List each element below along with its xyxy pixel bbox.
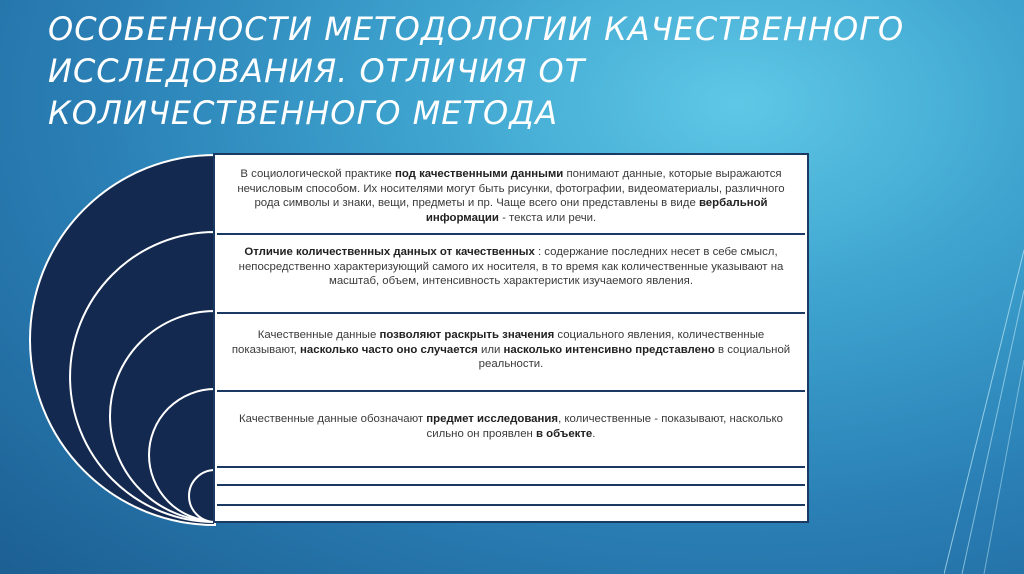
empty-row-6 [217,486,805,506]
bold-text: предмет исследования [426,413,559,425]
text-row-4 [217,392,805,468]
bold-text: насколько интенсивно представлено [503,343,715,356]
text-segment: . [592,427,596,440]
concentric-arcs-diagram [0,0,230,574]
decorative-lines [944,250,1024,574]
text-segment: понимают данные, которые выражаются нечисловым способом. Их носителями могут быть рисунки, фотографии, видеоматериалы, различного рода символы и знаки, вещи, предметы и пр. Чаще всего они представлены в виде [237,168,785,210]
text-segment: - текста или речи. [498,211,597,224]
row-2-text [231,245,791,289]
empty-row-5 [217,468,805,486]
bold-text: позволяют раскрыть значения [379,329,555,341]
bold-text: вербальной информации [425,197,768,224]
row-1-text [231,167,791,225]
bold-text: в объекте [536,427,593,440]
slide-title: ОСОБЕННОСТИ МЕТОДОЛОГИИ КАЧЕСТВЕННОГО ИССЛЕДОВАНИЯ. ОТЛИЧИЯ ОТ КОЛИЧЕСТВЕННОГО МЕТОДА [48,10,905,132]
text-segment: или [477,343,504,356]
text-segment: Качественные данные обозначают [239,413,427,425]
text-row-3 [217,314,805,392]
bold-text: Отличие количественных данных от качественных [244,246,535,258]
bold-text: под качественными данными [394,168,564,180]
row-3-text [231,328,791,372]
empty-row-7 [217,506,805,521]
bold-text: насколько часто оно случается [300,343,478,356]
content-panel [213,153,809,523]
text-segment: , количественные - показывают, насколько сильно он проявлен [426,413,783,440]
text-segment: : содержание последних несет в себе смысл, непосредственно характеризующий самого их носителя, в то время как количественные указывают на масштаб, объем, интенсивность характеристик изучаемого явления. [238,246,784,288]
text-segment: социального явления, количественные показывают, [231,329,765,356]
text-row-2 [217,235,805,314]
text-row-1 [217,157,805,235]
row-4-text [231,412,791,441]
text-segment: В социологической практике [240,168,395,180]
text-segment: Качественные данные [257,329,380,341]
text-segment: в социальной реальности. [478,343,791,371]
